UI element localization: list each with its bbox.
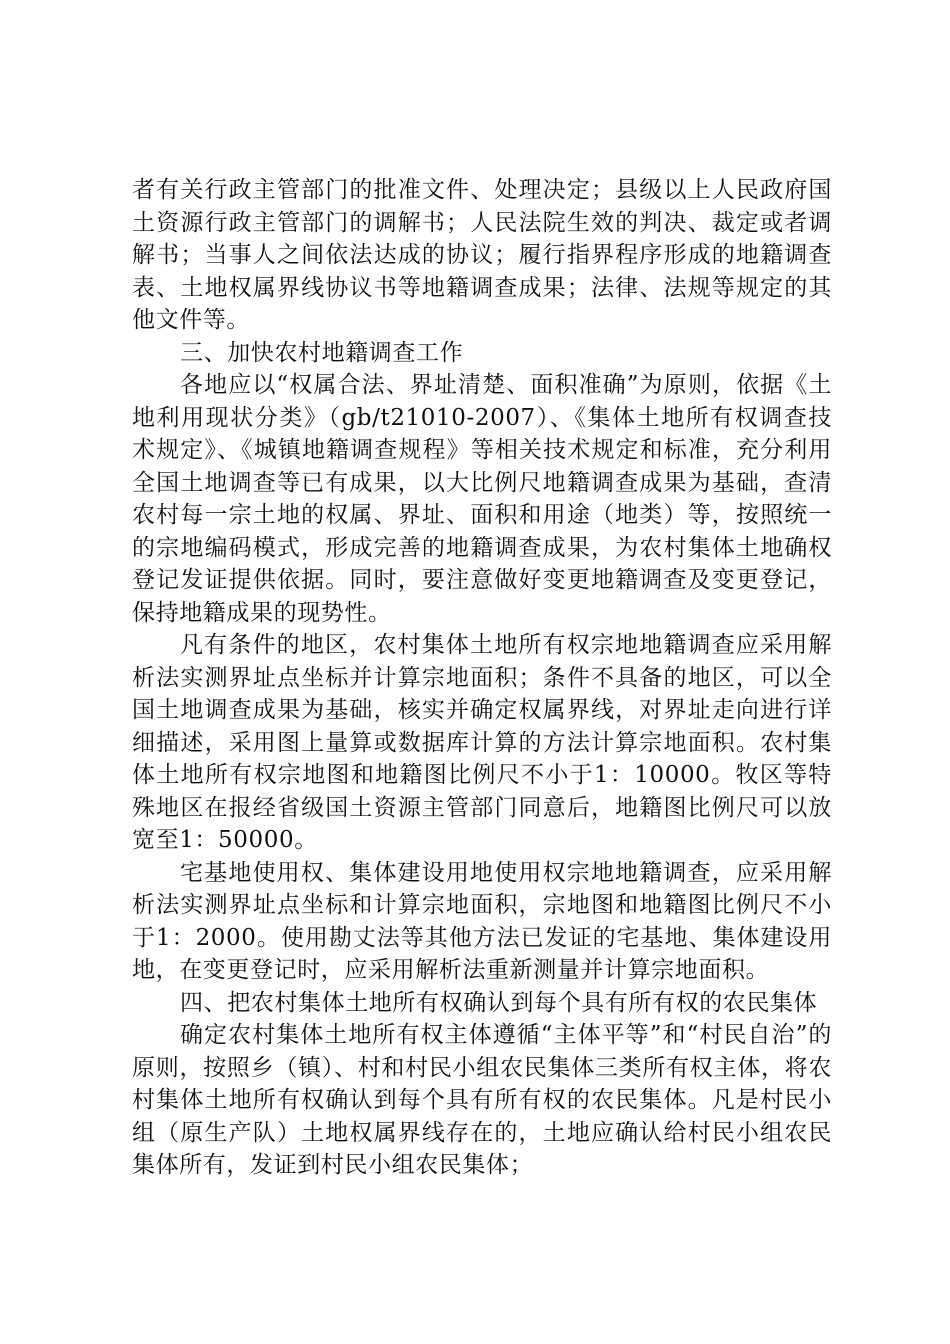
- paragraph-collective-ownership: 确定农村集体土地所有权主体遵循“主体平等”和“村民自治”的原则，按照乡（镇）、村和村民小组农民集体三类所有权主体，将农村集体土地所有权确认到每个具有所有权的农民集体。凡是村民小组（原生产队）土地权属界线存在的，土地应确认给村民小组农民集体所有，发证到村民小组农民集体；: [132, 1022, 832, 1178]
- paragraph-ownership-survey: 凡有条件的地区，农村集体土地所有权宗地地籍调查应采用解析法实测界址点坐标并计算宗地面积；条件不具备的地区，可以全国土地调查成果为基础，核实并确定权属界线，对界址走向进行详细描述，采用图上量算或数据库计算的方法计算宗地面积。农村集体土地所有权宗地图和地籍图比例尺不小于1：10000。牧区等特殊地区在报经省级国土资源主管部门同意后，地籍图比例尺可以放宽至1：50000。: [132, 632, 832, 853]
- section-heading-4: 四、把农村集体土地所有权确认到每个具有所有权的农民集体: [180, 989, 818, 1016]
- paragraph-survey-principles: 各地应以“权属合法、界址清楚、面积准确”为原则，依据《土地利用现状分类》（gb/t21010-2007）、《集体土地所有权调查技术规定》、《城镇地籍调查规程》等相关技术规定和标准，充分利用全国土地调查等已有成果，以大比例尺地籍调查成果为基础，查清农村每一宗土地的权属、界址、面积和用途（地类）等，按照统一的宗地编码模式，形成完善的地籍调查成果，为农村集体土地确权登记发证提供依据。同时，要注意做好变更地籍调查及变更登记，保持地籍成果的现势性。: [132, 372, 832, 626]
- section-heading-3: 三、加快农村地籍调查工作: [180, 339, 464, 366]
- paragraph-continuation: 者有关行政主管部门的批准文件、处理决定；县级以上人民政府国土资源行政主管部门的调解书；人民法院生效的判决、裁定或者调解书；当事人之间依法达成的协议；履行指界程序形成的地籍调查表、土地权属界线协议书等地籍调查成果；法律、法规等规定的其他文件等。: [132, 177, 832, 333]
- document-page: [132, 174, 832, 1182]
- paragraph-homestead-survey: 宅基地使用权、集体建设用地使用权宗地地籍调查，应采用解析法实测界址点坐标和计算宗地面积，宗地图和地籍图比例尺不小于1：2000。使用勘丈法等其他方法已发证的宅基地、集体建设用地，在变更登记时，应采用解析法重新测量并计算宗地面积。: [132, 859, 832, 983]
